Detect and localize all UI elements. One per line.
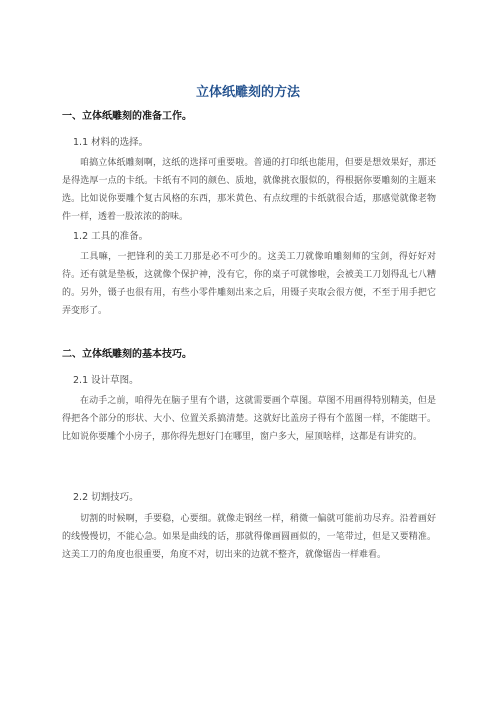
subsection-heading-2-2: 2.2 切割技巧。	[73, 492, 139, 503]
paragraph-2-1: 在动手之前，咱得先在脑子里有个谱，这就需要画个草图。草图不用画得特别精美，但是得把各个部分的形状、大小、位置关系搞清楚。这就好比盖房子得有个蓝图一样，不能瞎干。比如说你要雕个小房子，那你得先想好门在哪里，窗户多大，屋顶啥样，这都是有讲究的。	[62, 396, 436, 442]
subsection-heading-1-2: 1.2 工具的准备。	[73, 231, 149, 242]
subsection-heading-2-1: 2.1 设计草图。	[73, 375, 139, 386]
paragraph-1-2: 工具嘛，一把锋利的美工刀那是必不可少的。这美工刀就像咱雕刻师的宝剑，得好好对待。还有就是垫板，这就像个保护神，没有它，你的桌子可就惨啦，会被美工刀划得乱七八糟的。另外，镊子也很有用，有些小零件雕刻出来之后，用镊子夹取会很方便，不至于用手把它弄变形了。	[62, 252, 436, 316]
document-title: 立体纸雕刻的方法	[195, 85, 300, 100]
subsection-heading-1-1: 1.1 材料的选择。	[73, 137, 149, 148]
paragraph-2-2: 切割的时候啊，手要稳，心要细。就像走钢丝一样，稍微一偏就可能前功尽弃。沿着画好的线慢慢切，不能心急。如果是曲线的话，那就得像画圆画似的，一笔带过，但是又要精准。这美工刀的角度也很重要，角度不对，切出来的边就不整齐，就像锯齿一样难看。	[62, 514, 436, 560]
section-heading-1: 一、立体纸雕刻的准备工作。	[62, 111, 192, 122]
paragraph-1-1: 咱搞立体纸雕刻啊，这纸的选择可重要啦。普通的打印纸也能用，但要是想效果好，那还是得选厚一点的卡纸。卡纸有不同的颜色、质地，就像挑衣服似的，得根据你要雕刻的主题来选。比如说你要雕个复古风格的东西，那米黄色、有点纹理的卡纸就很合适，那感觉就像老物件一样，透着一股浓浓的韵味。	[62, 158, 436, 222]
section-heading-2: 二、立体纸雕刻的基本技巧。	[62, 349, 192, 360]
